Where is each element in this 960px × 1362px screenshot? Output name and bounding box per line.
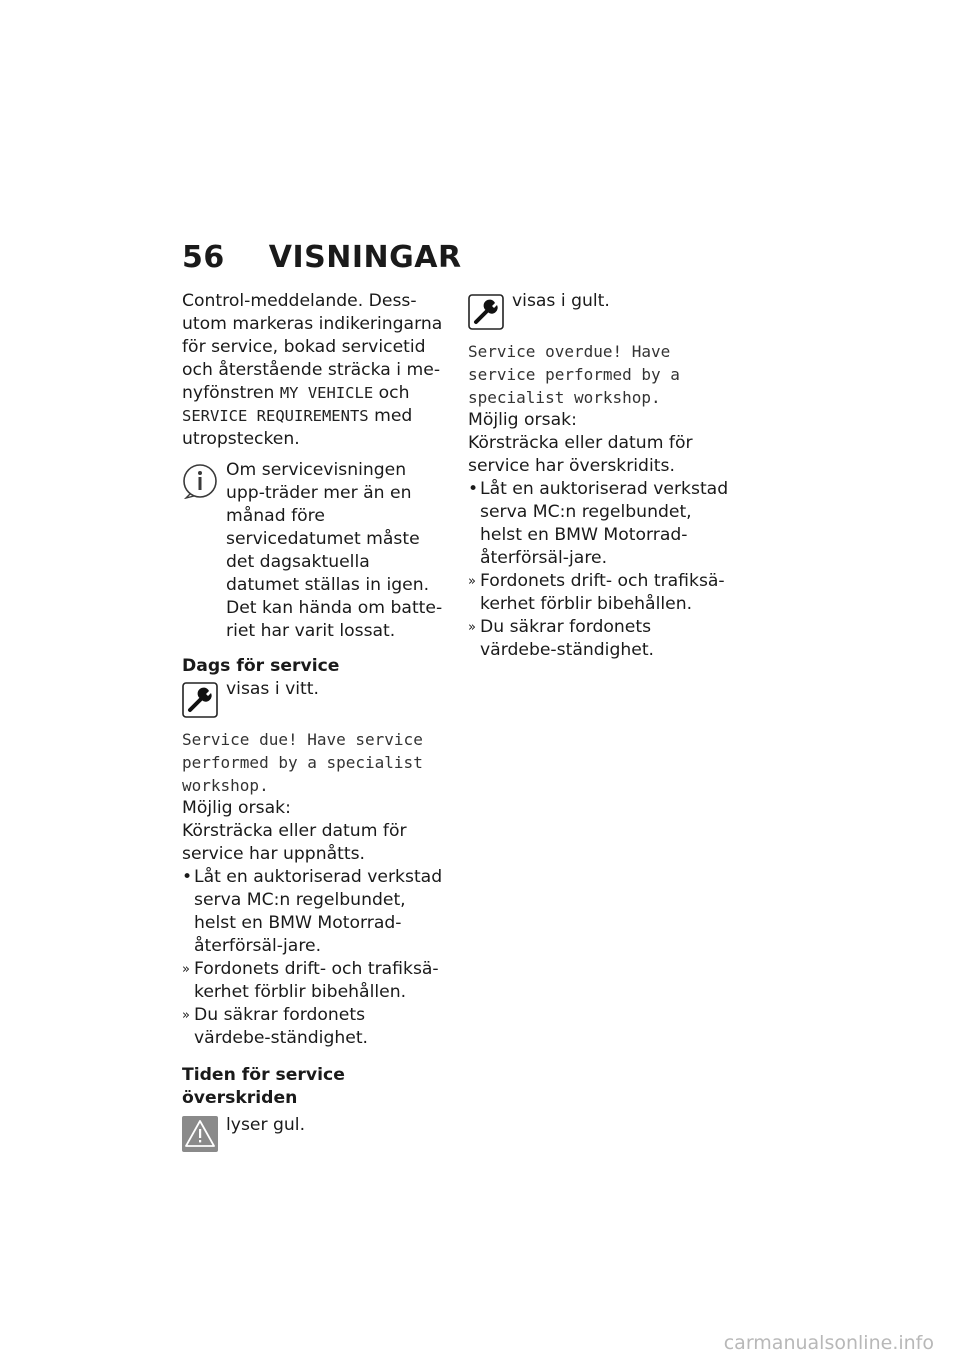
result-marker: » — [182, 962, 190, 977]
result-marker: » — [182, 1008, 190, 1023]
result-item — [468, 616, 730, 662]
result-marker: » — [468, 574, 476, 589]
info-icon — [182, 463, 218, 499]
result-item — [182, 1004, 444, 1050]
result-marker: » — [468, 620, 476, 635]
right-column — [468, 290, 730, 662]
section-service-overdue-heading: Tiden för service överskriden — [182, 1065, 345, 1108]
service-due-cause: Körsträcka eller datum för service har uppnåtts. — [182, 821, 407, 864]
menu-service-requirements: SERVICE REQUIREMENTS — [182, 407, 369, 425]
watermark: carmanualsonline.info — [723, 1332, 934, 1354]
service-due-icon-text: visas i vitt. — [226, 679, 319, 699]
info-note — [182, 459, 444, 643]
overdue-wrench-icon-row — [468, 290, 730, 330]
service-due-bullet-text: Låt en auktoriserad verkstad serva MC:n regelbundet, helst en BMW Motorrad-återförsäl-jare. — [194, 867, 443, 956]
service-due-icon-row — [182, 678, 444, 718]
intro-text-1: Control-meddelande. Dess-utom markeras indikeringarna för service, bokad servicetid och återstående sträcka i me-nyfönstren — [182, 291, 443, 403]
possible-cause-label: Möjlig orsak: — [182, 798, 291, 818]
page-number: 56 — [182, 240, 225, 275]
service-overdue-message: Service overdue! Have service performed by a specialist workshop. — [468, 342, 680, 407]
service-due-bullet — [182, 866, 444, 958]
result-item — [182, 958, 444, 1004]
left-column — [182, 290, 444, 1154]
intro-text-2: med utropstecken. — [182, 406, 413, 449]
wrench-icon — [182, 682, 218, 718]
info-note-text — [182, 459, 444, 643]
overdue-icon-text: visas i gult. — [512, 291, 610, 311]
service-overdue-bullet-text: Låt en auktoriserad verkstad serva MC:n regelbundet, helst en BMW Motorrad-återförsäl-jare. — [480, 479, 729, 568]
bullet-marker: • — [468, 479, 479, 499]
info-note-body: Om servicevisningen upp-träder mer än en månad före servicedatumet måste det dagsaktuella datumet ställas in igen. Det kan hända om batte-riet har varit lossat. — [226, 460, 443, 641]
warning-triangle-icon — [182, 1116, 218, 1152]
result-text-2: Du säkrar fordonets värdebe-ständighet. — [480, 617, 655, 660]
result-item — [468, 570, 730, 616]
bullet-marker: • — [182, 867, 193, 887]
page-title: VISNINGAR — [268, 240, 462, 275]
service-overdue-icon-row — [182, 1114, 444, 1154]
service-due-message: Service due! Have service performed by a specialist workshop. — [182, 730, 423, 795]
section-service-due-heading: Dags för service — [182, 656, 340, 676]
intro-and: och — [373, 383, 410, 403]
wrench-icon — [468, 294, 504, 330]
service-overdue-icon-text: lyser gul. — [226, 1115, 306, 1135]
intro-paragraph — [182, 290, 444, 451]
result-text-2: Du säkrar fordonets värdebe-ständighet. — [194, 1005, 369, 1048]
menu-my-vehicle: MY VEHICLE — [279, 384, 374, 402]
page-header — [182, 240, 462, 275]
service-overdue-bullet — [468, 478, 730, 570]
service-overdue-cause: Körsträcka eller datum för service har överskridits. — [468, 433, 693, 476]
result-text-1: Fordonets drift- och trafiksä-kerhet förblir bibehållen. — [480, 571, 725, 614]
result-text-1: Fordonets drift- och trafiksä-kerhet förblir bibehållen. — [194, 959, 439, 1002]
possible-cause-label: Möjlig orsak: — [468, 410, 577, 430]
